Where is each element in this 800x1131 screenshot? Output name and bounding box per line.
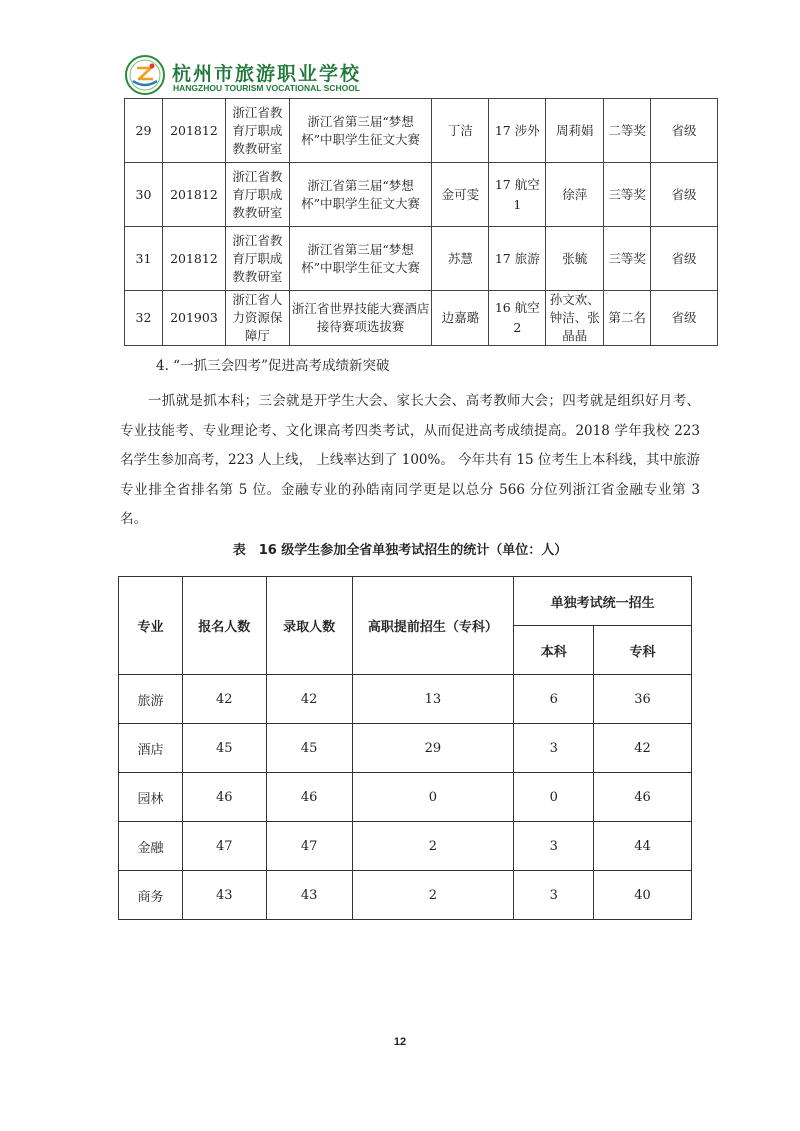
table-row <box>119 773 692 822</box>
table-caption: 表 16 级学生参加全省单独考试招生的统计（单位：人） <box>232 543 568 558</box>
major: 商务 <box>119 871 183 920</box>
advance: 13 <box>352 675 514 724</box>
bachelor: 3 <box>514 822 594 871</box>
bachelor: 3 <box>514 871 594 920</box>
row-number: 32 <box>125 291 163 346</box>
admitted: 45 <box>266 724 352 773</box>
bachelor: 6 <box>514 675 594 724</box>
organizer: 浙江省教育厅职成教教研室 <box>225 163 289 227</box>
junior: 44 <box>594 822 692 871</box>
header-unified: 单独考试统一招生 <box>514 577 692 626</box>
advance: 2 <box>352 822 514 871</box>
row-number: 31 <box>125 227 163 291</box>
award: 三等奖 <box>604 163 651 227</box>
student: 丁洁 <box>432 99 489 163</box>
teacher: 周莉娟 <box>546 99 604 163</box>
award: 第二名 <box>604 291 651 346</box>
table-row <box>125 163 718 227</box>
page-header <box>120 52 720 98</box>
competition: 浙江省第三届“梦想杯”中职学生征文大赛 <box>289 163 432 227</box>
award-date: 201812 <box>162 227 225 291</box>
teacher: 徐萍 <box>546 163 604 227</box>
table-header-row <box>119 577 692 626</box>
row-number: 30 <box>125 163 163 227</box>
school-logo-icon <box>124 54 166 96</box>
header-advance: 高职提前招生（专科） <box>352 577 514 675</box>
advance: 0 <box>352 773 514 822</box>
header-applicants: 报名人数 <box>182 577 266 675</box>
class: 17 航空 1 <box>489 163 546 227</box>
student: 金可雯 <box>432 163 489 227</box>
award: 三等奖 <box>604 227 651 291</box>
competition: 浙江省第三届“梦想杯”中职学生征文大赛 <box>289 227 432 291</box>
admitted: 42 <box>266 675 352 724</box>
table-row <box>125 227 718 291</box>
major: 旅游 <box>119 675 183 724</box>
header-admitted: 录取人数 <box>266 577 352 675</box>
award-date: 201812 <box>162 163 225 227</box>
organizer: 浙江省人力资源保障厅 <box>225 291 289 346</box>
header-major: 专业 <box>119 577 183 675</box>
advance: 29 <box>352 724 514 773</box>
awards-table <box>124 98 718 346</box>
major: 园林 <box>119 773 183 822</box>
page-number: 12 <box>393 1036 407 1048</box>
applicants: 47 <box>182 822 266 871</box>
bachelor: 3 <box>514 724 594 773</box>
applicants: 43 <box>182 871 266 920</box>
applicants: 45 <box>182 724 266 773</box>
award-date: 201812 <box>162 99 225 163</box>
major: 金融 <box>119 822 183 871</box>
class: 16 航空 2 <box>489 291 546 346</box>
advance: 2 <box>352 871 514 920</box>
applicants: 46 <box>182 773 266 822</box>
bachelor: 0 <box>514 773 594 822</box>
teacher: 孙文欢、钟洁、张晶晶 <box>546 291 604 346</box>
table-row <box>125 99 718 163</box>
table-row <box>119 675 692 724</box>
student: 边嘉璐 <box>432 291 489 346</box>
table-row <box>119 822 692 871</box>
applicants: 42 <box>182 675 266 724</box>
admitted: 46 <box>266 773 352 822</box>
level: 省级 <box>651 163 718 227</box>
level: 省级 <box>651 99 718 163</box>
header-bachelor: 本科 <box>514 626 594 675</box>
junior: 46 <box>594 773 692 822</box>
teacher: 张毓 <box>546 227 604 291</box>
class: 17 涉外 <box>489 99 546 163</box>
admitted: 47 <box>266 822 352 871</box>
junior: 40 <box>594 871 692 920</box>
award: 二等奖 <box>604 99 651 163</box>
junior: 42 <box>594 724 692 773</box>
major: 酒店 <box>119 724 183 773</box>
competition: 浙江省第三届“梦想杯”中职学生征文大赛 <box>289 99 432 163</box>
header-junior: 专科 <box>594 626 692 675</box>
body-paragraph: 一抓就是抓本科；三会就是开学生大会、家长大会、高考教师大会；四考就是组织好月考、专业技能考、专业理论考、文化课高考四类考试，从而促进高考成绩提高。2018 学年我校 223 名学生参加高考，223 人上线， 上线率达到了 100%。 今年共有 15 位考生上本科线，其中旅游专业排全省排名第 5 位。金融专业的孙皓南同学更是以总分 566 分位列浙江省金融专业第 3 名。 <box>120 393 700 527</box>
school-name-en: HANGZHOU TOURISM VOCATIONAL SCHOOL <box>173 83 360 93</box>
school-name-cn: 杭州市旅游职业学校 <box>172 63 362 85</box>
award-date: 201903 <box>162 291 225 346</box>
table-row <box>125 291 718 346</box>
competition: 浙江省世界技能大赛酒店接待赛项选拔赛 <box>289 291 432 346</box>
table-row <box>119 871 692 920</box>
section-heading: 4. “一抓三会四考”促进高考成绩新突破 <box>156 358 390 374</box>
organizer: 浙江省教育厅职成教教研室 <box>225 99 289 163</box>
exam-stats-table <box>118 576 692 920</box>
row-number: 29 <box>125 99 163 163</box>
admitted: 43 <box>266 871 352 920</box>
level: 省级 <box>651 291 718 346</box>
level: 省级 <box>651 227 718 291</box>
student: 苏慧 <box>432 227 489 291</box>
table-row <box>119 724 692 773</box>
class: 17 旅游 <box>489 227 546 291</box>
organizer: 浙江省教育厅职成教教研室 <box>225 227 289 291</box>
junior: 36 <box>594 675 692 724</box>
